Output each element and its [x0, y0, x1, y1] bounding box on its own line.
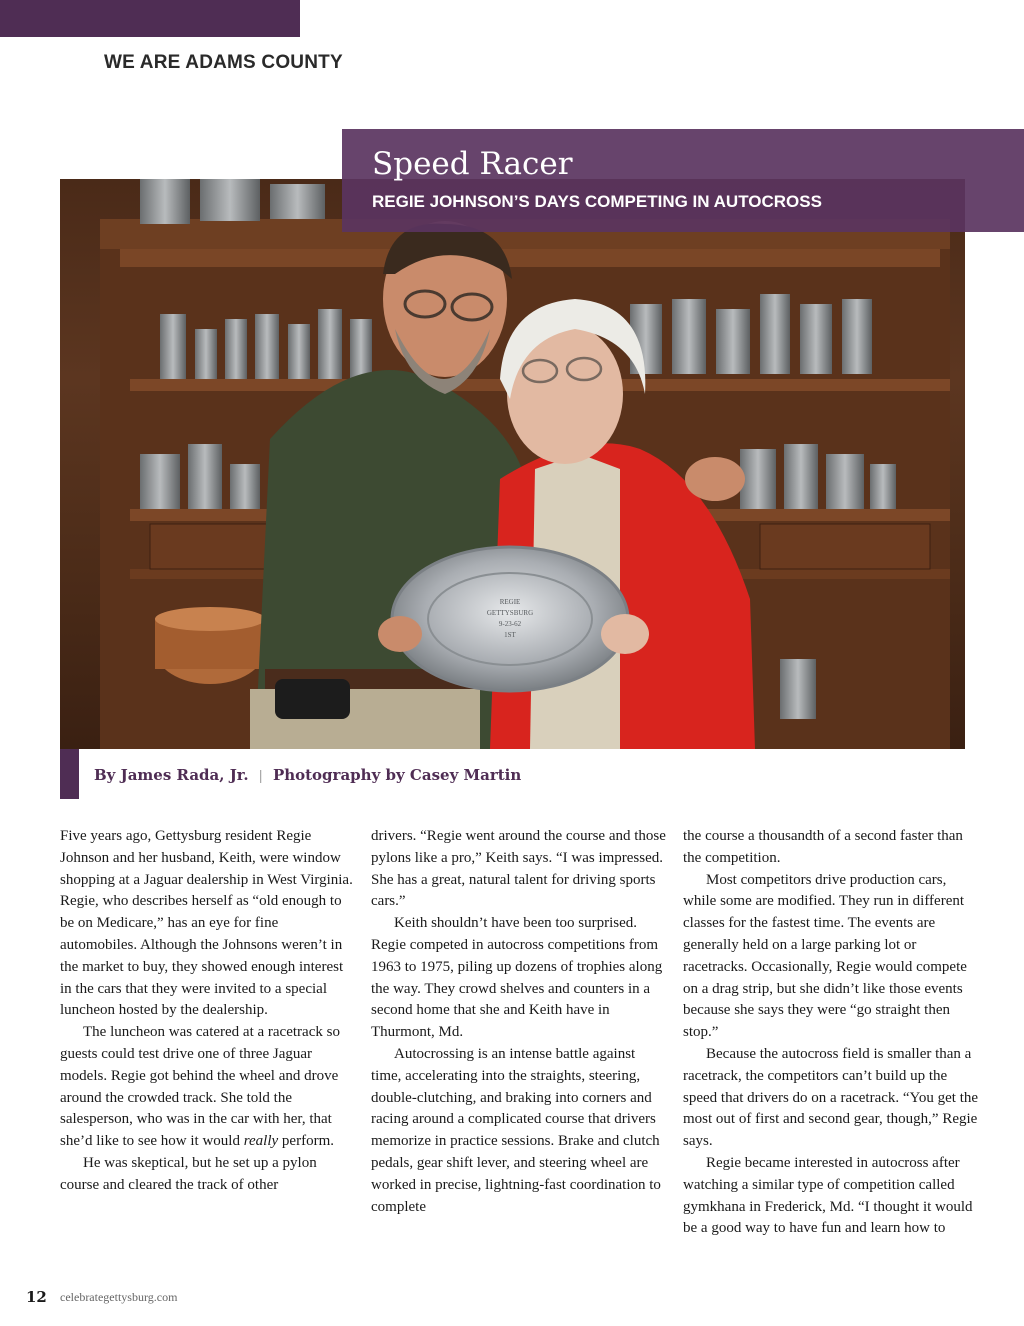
article-column-3 [683, 826, 979, 1240]
paragraph: Because the autocross field is smaller than a racetrack, the competitors can’t build up the speed that drivers do on a racetrack. “You get the most out of first and second gear, though,” Regie says. [683, 1045, 979, 1150]
plate-engraving-line-2: GETTYSBURG [486, 609, 534, 617]
byline-accent-bar [60, 749, 79, 799]
article-subtitle: REGIE JOHNSON’S DAYS COMPETING IN AUTOCROSS [372, 192, 822, 211]
byline [94, 766, 521, 784]
paragraph: Five years ago, Gettysburg resident Regie Johnson and her husband, Keith, were window shopping at a Jaguar dealership in West Virginia. Regie, who describes herself as “old enough to be on Medicare,” has an eye for fine automobiles. Although the Johnsons weren’t in the market to buy, they showed enough interest in the cars that they were invited to a special luncheon hosted by the dealership. [60, 828, 353, 1019]
paragraph-with-emphasis: The luncheon was catered at a racetrack so guests could test drive one of three Jaguar models. Regie got behind the wheel and drove around the crowded track. She told the salesperson, who was in the car with her, that she’d like to see how it would really perform. [60, 1024, 340, 1150]
paragraph: He was skeptical, but he set up a pylon course and cleared the track of other [60, 1154, 317, 1193]
paragraph: Autocrossing is an intense battle against time, accelerating into the straights, steering, double-clutching, and braking into corners and racing around a complicated course that drivers memorize in practice sessions. Brake and clutch pedals, gear shift lever, and steering wheel are worked in precise, lightning-fast coordination to complete [371, 1045, 661, 1215]
paragraph: Most competitors drive production cars, while some are modified. They run in different classes for the fastest time. The events are generally held on a large parking lot or racetracks. Occasionally, Regie would compete on a drag strip, but she didn’t like those events because she says they were “go straight then stop.” [683, 871, 967, 1041]
page-number: 12 [26, 1288, 47, 1306]
paragraph: Regie became interested in autocross after watching a similar type of competition called gymkhana in Frederick, Md. “I thought it would be a good way to have fun and learn how to [683, 1154, 973, 1237]
plate-engraving-line-4: 1ST [504, 631, 516, 639]
footer-url: celebrategettysburg.com [60, 1290, 178, 1304]
photo-credit: Photography by Casey Martin [272, 766, 522, 784]
paragraph: Keith shouldn’t have been too surprised. Regie competed in autocross competitions from 1963 to 1975, piling up dozens of trophies along the way. They crowd shelves and counters in a second home that she and Keith have in Thurmont, Md. [371, 915, 663, 1041]
article-title: Speed Racer [372, 146, 573, 182]
paragraph: drivers. “Regie went around the course and those pylons like a pro,” Keith says. “I was impressed. She has a great, natural talent for driving sports cars.” [371, 828, 666, 910]
byline-separator: | [258, 769, 263, 784]
author-credit: By James Rada, Jr. [94, 766, 249, 784]
paragraph: the course a thousandth of a second faster than the competition. [683, 828, 963, 866]
plate-engraving-line-3: 9-23-62 [498, 620, 522, 628]
top-accent-bar [0, 0, 300, 37]
article-column-2 [371, 826, 667, 1218]
article-column-1 [60, 826, 356, 1197]
hero-photo [60, 179, 965, 749]
section-label: WE ARE ADAMS COUNTY [104, 52, 343, 73]
plate-engraving-line-1: REGIE [499, 598, 521, 606]
